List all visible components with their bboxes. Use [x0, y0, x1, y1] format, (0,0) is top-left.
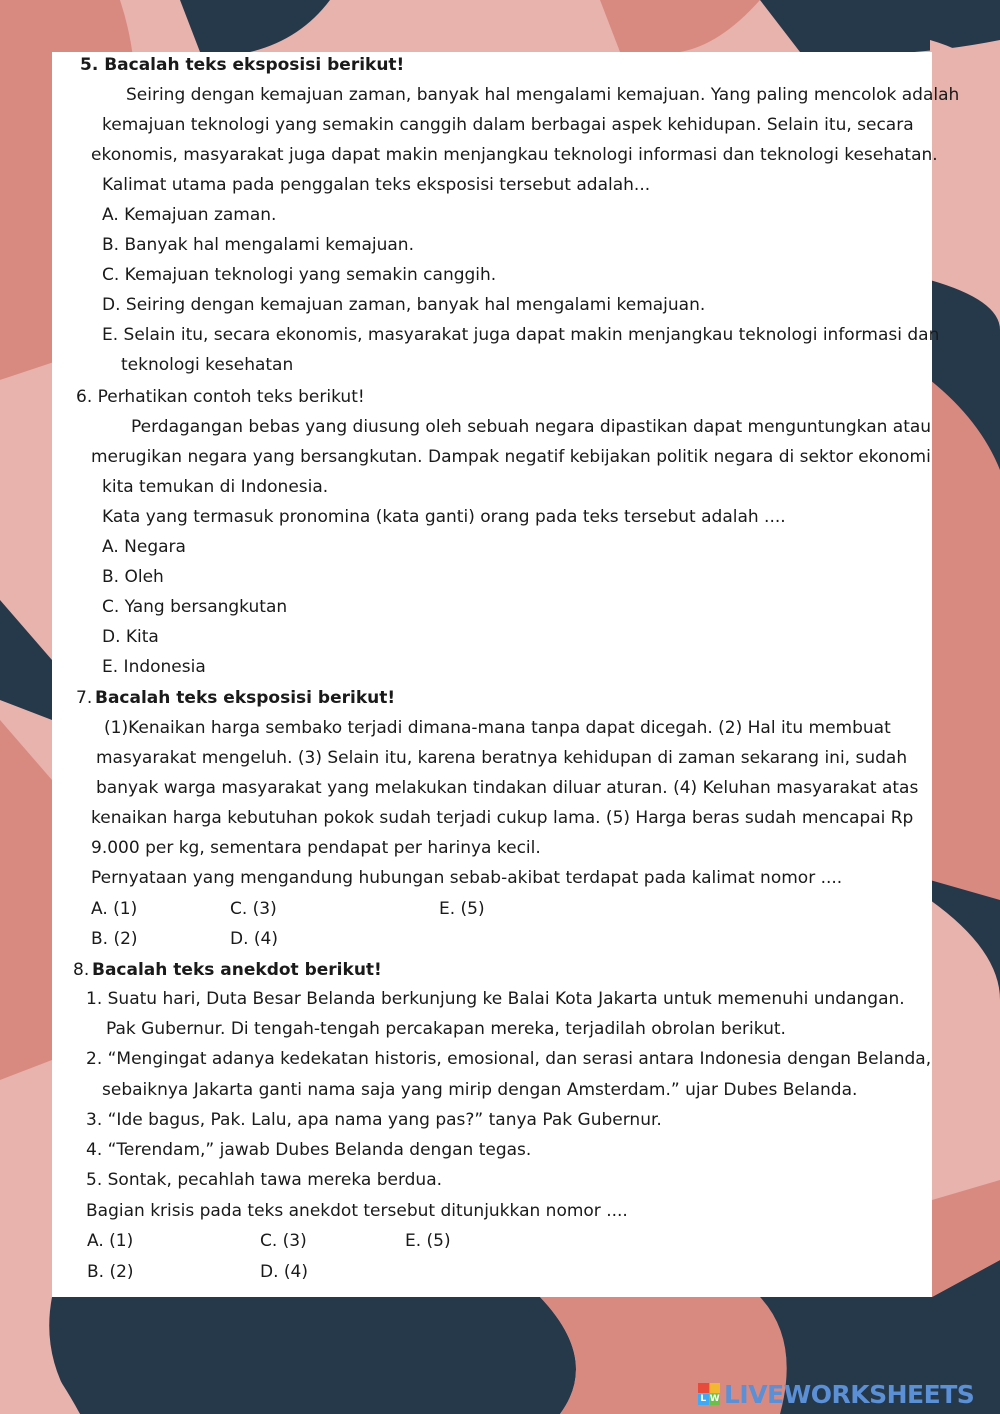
- q6-option-a: A. Negara: [102, 537, 186, 557]
- q6-option-c: C. Yang bersangkutan: [102, 597, 288, 617]
- q5-para-line: ekonomis, masyarakat juga dapat makin menjangkau teknologi informasi dan teknologi kesehatan.: [91, 145, 938, 165]
- q7-option-c: C. (3): [230, 899, 277, 919]
- q8-option-a: A. (1): [87, 1231, 134, 1251]
- q5-question: Kalimat utama pada penggalan teks eksposisi tersebut adalah...: [102, 175, 651, 195]
- q8-anecdote-line: 1. Suatu hari, Duta Besar Belanda berkunjung ke Balai Kota Jakarta untuk memenuhi undangan.: [86, 989, 905, 1009]
- watermark-text: LIVEWORKSHEETS: [724, 1379, 975, 1409]
- q6-para-line: merugikan negara yang bersangkutan. Dampak negatif kebijakan politik negara di sektor ekonomi: [91, 447, 931, 467]
- q7-option-a: A. (1): [91, 899, 138, 919]
- q6-question: Kata yang termasuk pronomina (kata ganti) orang pada teks tersebut adalah ....: [102, 507, 786, 527]
- q6-title: 6. Perhatikan contoh teks berikut!: [76, 387, 365, 407]
- q8-option-e: E. (5): [405, 1231, 451, 1251]
- q8-option-d: D. (4): [260, 1262, 308, 1282]
- q5-title: 5. Bacalah teks eksposisi berikut!: [80, 55, 405, 75]
- q7-title: Bacalah teks eksposisi berikut!: [95, 688, 396, 708]
- q7-option-b: B. (2): [91, 929, 138, 949]
- q5-option-e: E. Selain itu, secara ekonomis, masyarakat juga dapat makin menjangkau teknologi informasi dan: [102, 325, 940, 345]
- q7-option-d: D. (4): [230, 929, 278, 949]
- q8-anecdote-line: Pak Gubernur. Di tengah-tengah percakapan mereka, terjadilah obrolan berikut.: [106, 1019, 786, 1039]
- q7-option-e: E. (5): [439, 899, 485, 919]
- q8-anecdote-line: 3. “Ide bagus, Pak. Lalu, apa nama yang pas?” tanya Pak Gubernur.: [86, 1110, 662, 1130]
- q8-anecdote-line: 2. “Mengingat adanya kedekatan historis, emosional, dan serasi antara Indonesia dengan Belanda,: [86, 1049, 932, 1069]
- q5-option-a: A. Kemajuan zaman.: [102, 205, 277, 225]
- q5-option-e-cont: teknologi kesehatan: [121, 355, 294, 375]
- q8-anecdote-line: sebaiknya Jakarta ganti nama saja yang mirip dengan Amsterdam.” ujar Dubes Belanda.: [102, 1080, 858, 1100]
- q7-para-line: banyak warga masyarakat yang melakukan tindakan diluar aturan. (4) Keluhan masyarakat atas: [96, 778, 919, 798]
- q5-option-c: C. Kemajuan teknologi yang semakin canggih.: [102, 265, 497, 285]
- q7-para-line: 9.000 per kg, sementara pendapat per harinya kecil.: [91, 838, 541, 858]
- q6-option-b: B. Oleh: [102, 567, 164, 587]
- q5-option-d: D. Seiring dengan kemajuan zaman, banyak hal mengalami kemajuan.: [102, 295, 706, 315]
- q7-para-line: (1)Kenaikan harga sembako terjadi dimana-mana tanpa dapat dicegah. (2) Hal itu membuat: [104, 718, 891, 738]
- q8-title: Bacalah teks anekdot berikut!: [92, 960, 382, 980]
- q8-option-c: C. (3): [260, 1231, 307, 1251]
- q8-option-b: B. (2): [87, 1262, 134, 1282]
- q7-number: 7.: [76, 688, 93, 708]
- q7-question: Pernyataan yang mengandung hubungan sebab-akibat terdapat pada kalimat nomor ....: [91, 868, 843, 888]
- q7-para-line: kenaikan harga kebutuhan pokok sudah terjadi cukup lama. (5) Harga beras sudah mencapai Rp: [91, 808, 914, 828]
- liveworksheets-watermark: [698, 1381, 974, 1407]
- q5-option-b: B. Banyak hal mengalami kemajuan.: [102, 235, 414, 255]
- q8-number: 8.: [73, 960, 90, 980]
- logo-letter-w: W: [709, 1394, 720, 1404]
- q5-para-line: Seiring dengan kemajuan zaman, banyak hal mengalami kemajuan. Yang paling mencolok adalah: [126, 85, 960, 105]
- q5-para-line: kemajuan teknologi yang semakin canggih dalam berbagai aspek kehidupan. Selain itu, secara: [102, 115, 914, 135]
- q6-para-line: kita temukan di Indonesia.: [102, 477, 329, 497]
- q6-option-d: D. Kita: [102, 627, 159, 647]
- q6-option-e: E. Indonesia: [102, 657, 206, 677]
- q8-anecdote-line: 5. Sontak, pecahlah tawa mereka berdua.: [86, 1170, 443, 1190]
- logo-letter-l: L: [698, 1394, 709, 1405]
- q8-anecdote-line: 4. “Terendam,” jawab Dubes Belanda dengan tegas.: [86, 1140, 532, 1160]
- q6-para-line: Perdagangan bebas yang diusung oleh sebuah negara dipastikan dapat menguntungkan atau: [131, 417, 932, 437]
- q7-para-line: masyarakat mengeluh. (3) Selain itu, karena beratnya kehidupan di zaman sekarang ini, sudah: [96, 748, 908, 768]
- liveworksheets-logo-icon: [698, 1383, 720, 1405]
- q8-question: Bagian krisis pada teks anekdot tersebut ditunjukkan nomor ....: [86, 1201, 628, 1221]
